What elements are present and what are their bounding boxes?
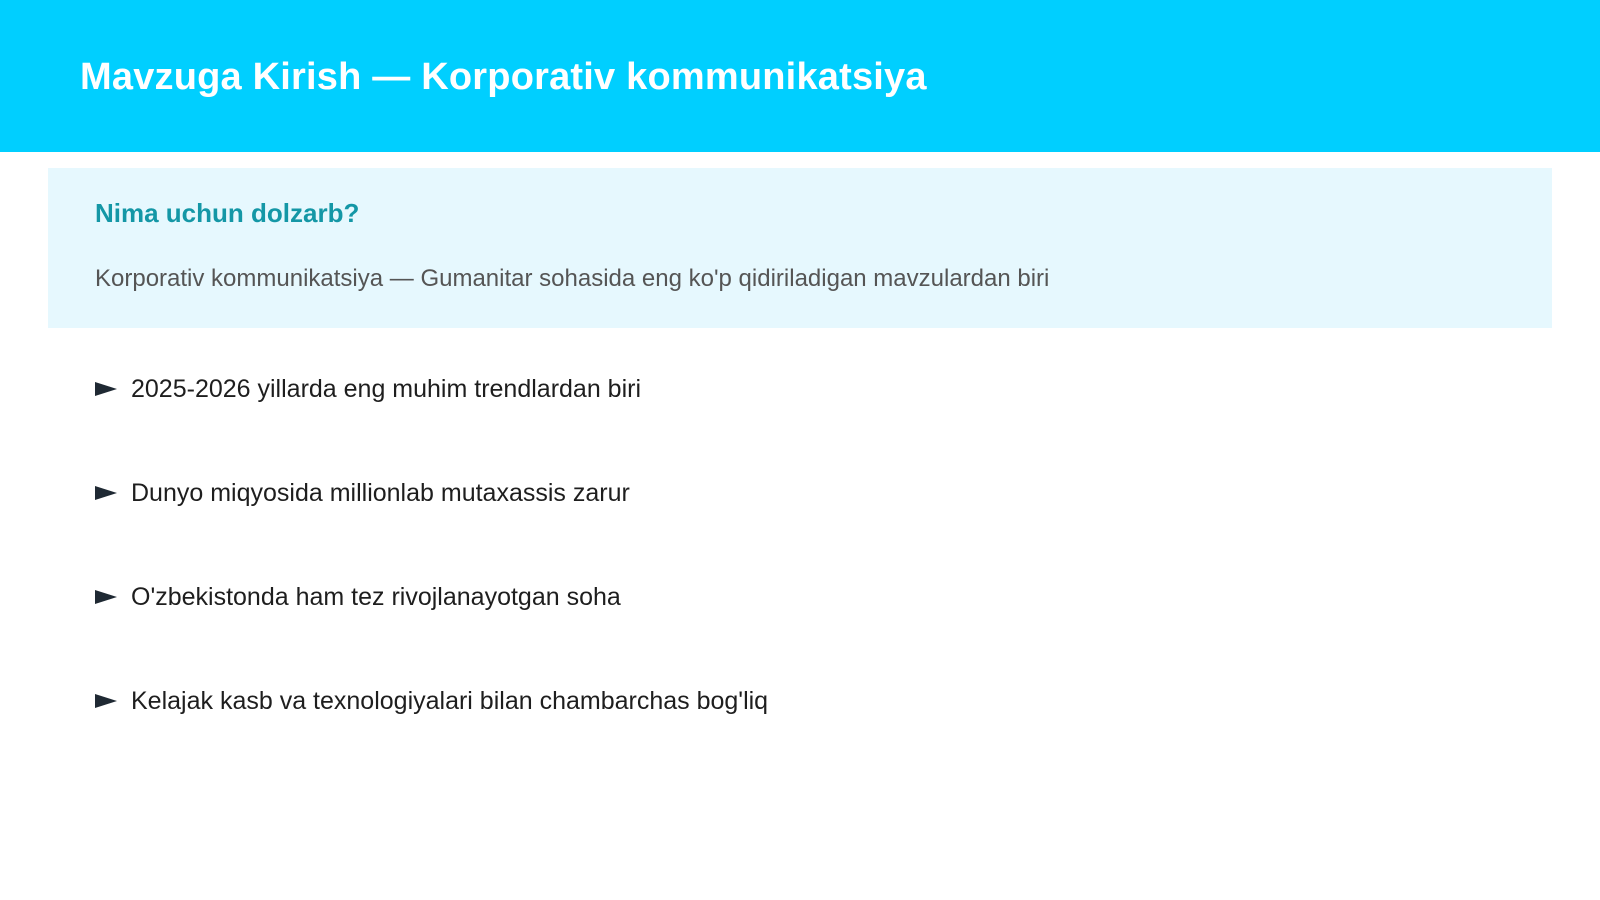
bullet-item-text: Dunyo miqyosida millionlab mutaxassis zarur — [131, 478, 630, 507]
triangle-right-icon — [95, 694, 117, 708]
bullet-item — [95, 374, 768, 404]
bullet-item-text: 2025-2026 yillarda eng muhim trendlardan biri — [131, 374, 642, 403]
slide-title: Mavzuga Kirish — Korporativ kommunikatsiya — [80, 56, 927, 98]
triangle-right-icon — [95, 590, 117, 604]
info-box-heading: Nima uchun dolzarb? — [95, 198, 360, 228]
bullet-item — [95, 686, 768, 716]
bullet-item — [95, 478, 768, 508]
info-box-text: Korporativ kommunikatsiya — Gumanitar sohasida eng ko'p qidiriladigan mavzulardan biri — [95, 265, 1050, 292]
triangle-right-icon — [95, 382, 117, 396]
bullet-item — [95, 582, 768, 612]
triangle-right-icon — [95, 486, 117, 500]
info-box — [48, 168, 1552, 328]
header-bar — [0, 0, 1600, 152]
bullet-item-text: Kelajak kasb va texnologiyalari bilan chambarchas bog'liq — [131, 686, 769, 715]
bullet-item-text: O'zbekistonda ham tez rivojlanayotgan soha — [131, 582, 621, 611]
bullet-list — [95, 374, 768, 790]
